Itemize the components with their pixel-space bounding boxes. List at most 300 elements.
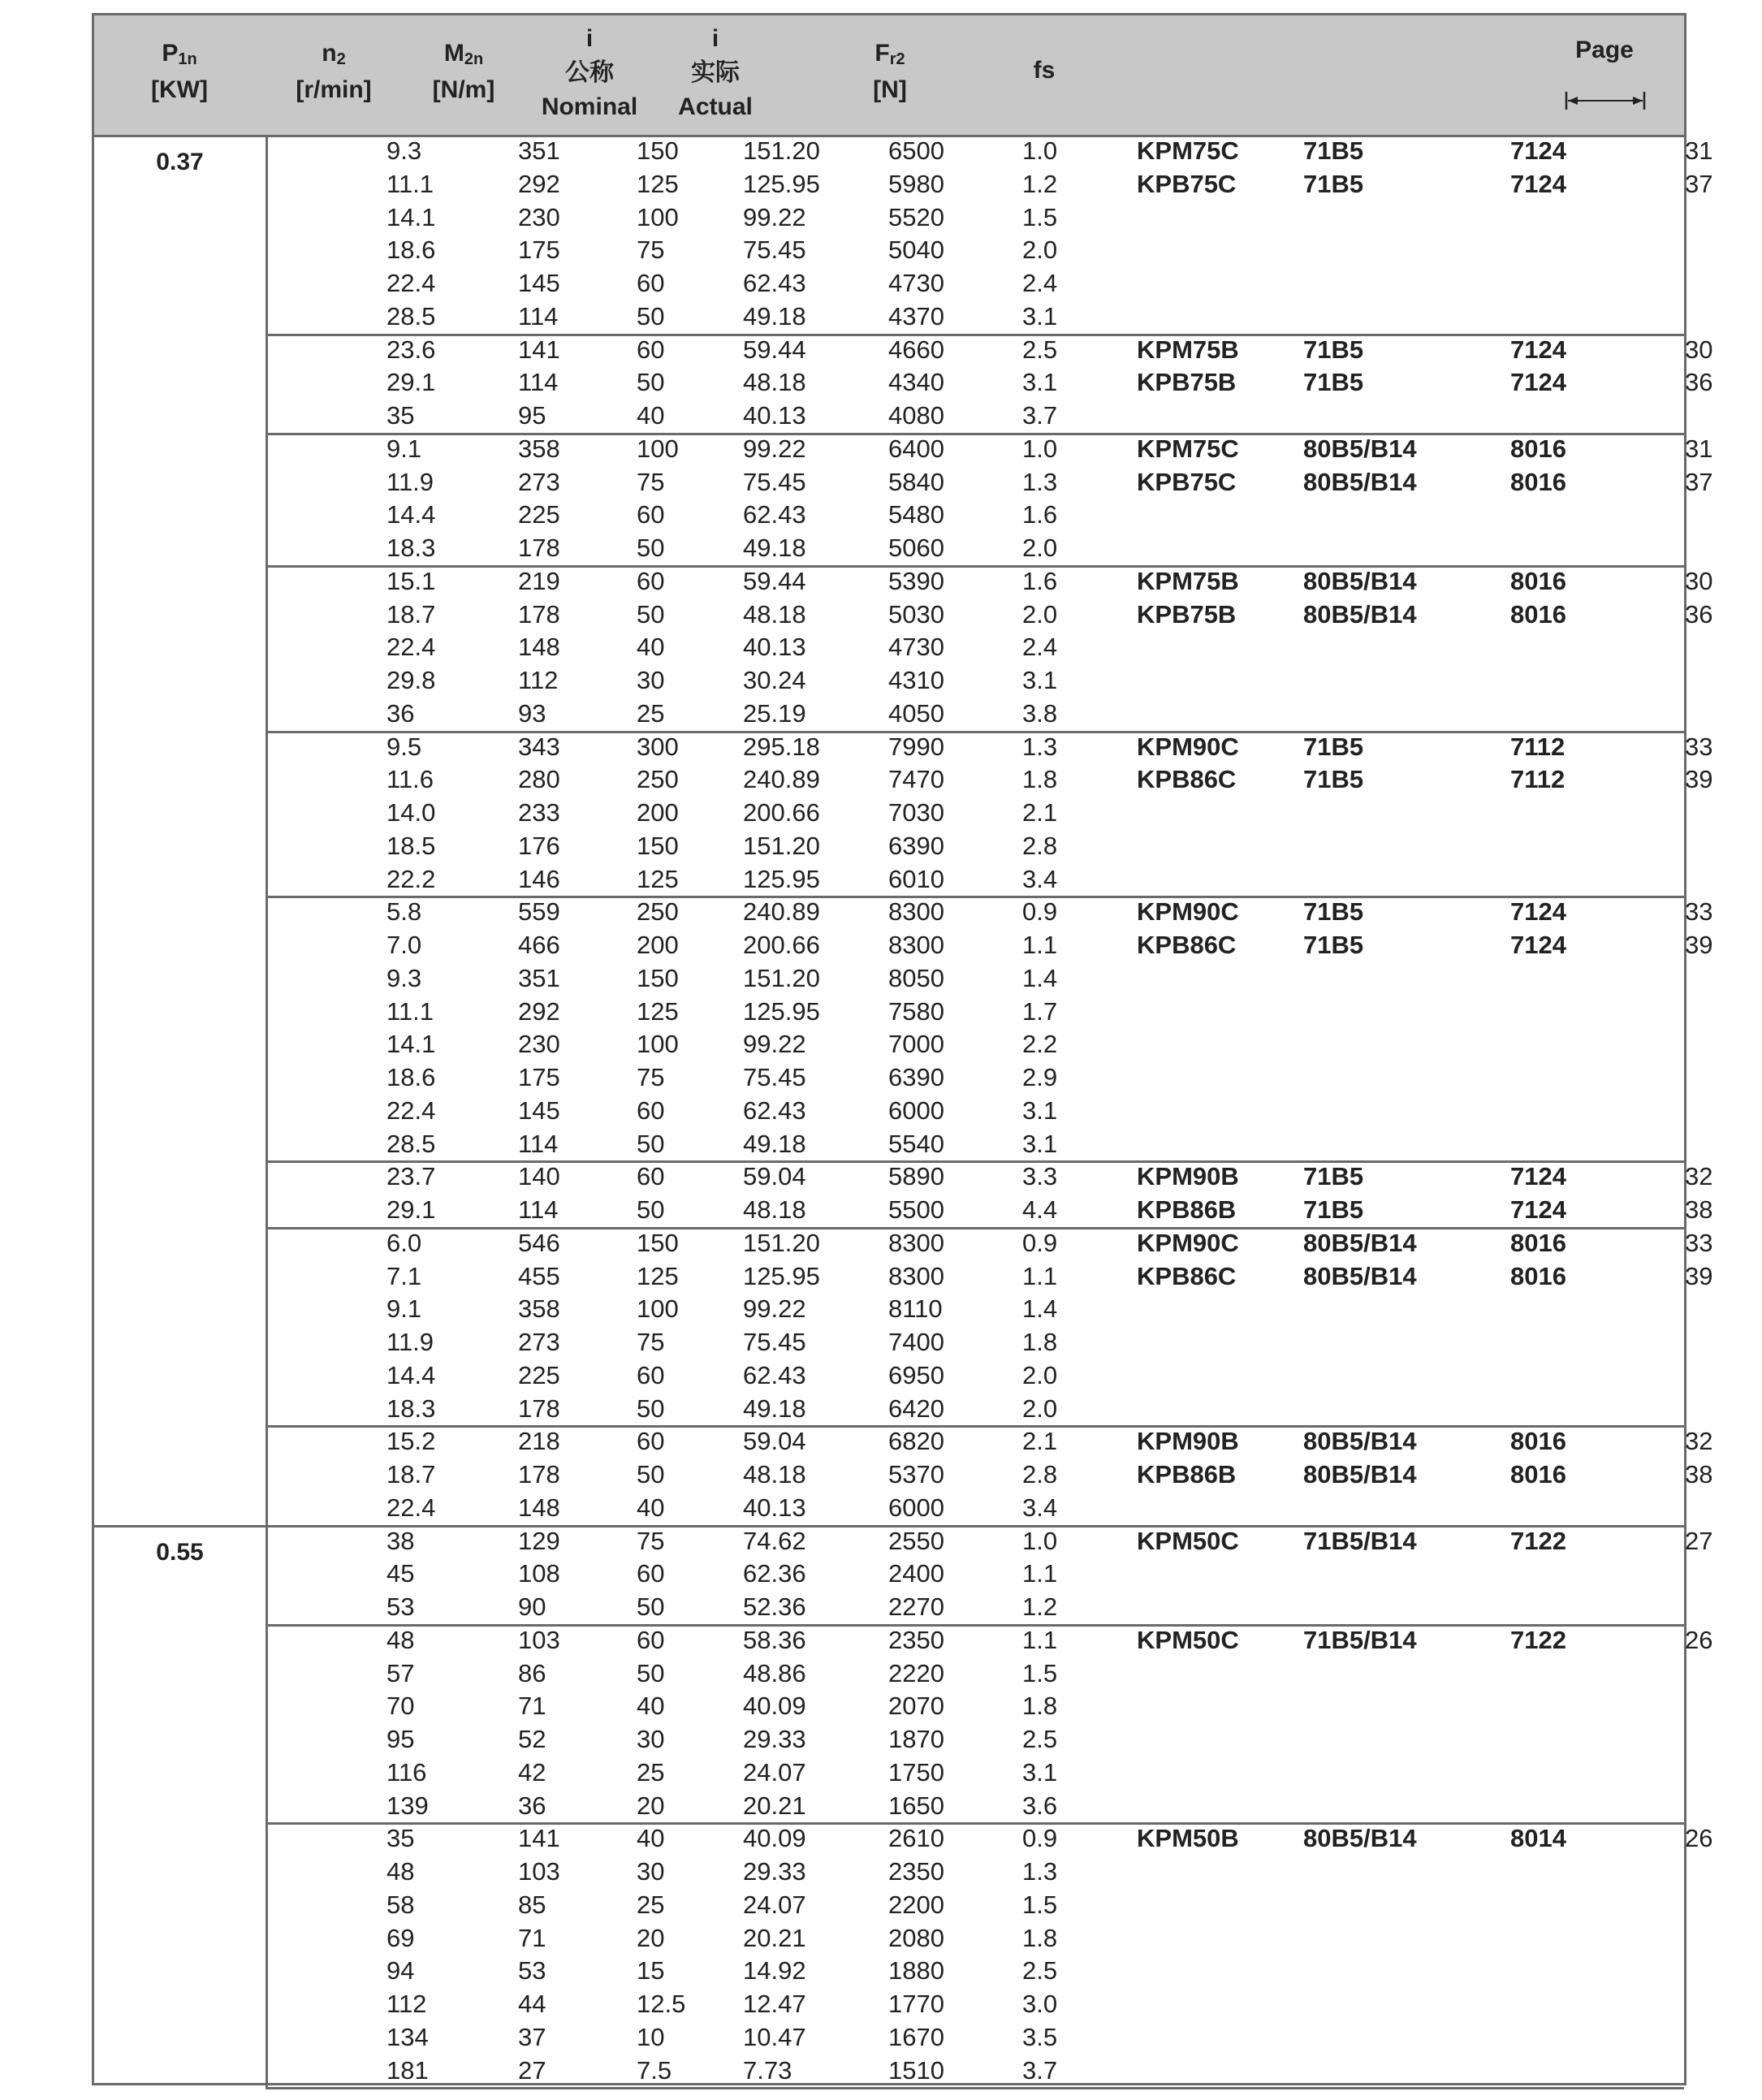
radial-load-cell: 4080 (888, 401, 944, 430)
torque-cell: 114 (518, 368, 559, 397)
code-cell: 8016 (1510, 566, 1566, 595)
page-cell: 39 (1685, 931, 1713, 959)
ratio-actual-cell: 40.09 (743, 1692, 806, 1721)
table-row (268, 1293, 1684, 1326)
service-factor-cell: 2.0 (1022, 235, 1058, 265)
service-factor-cell: 2.5 (1022, 1956, 1058, 1985)
ratio-nominal-cell: 25 (637, 1757, 665, 1787)
torque-cell: 219 (518, 566, 560, 595)
ratio-nominal-cell: 150 (637, 831, 679, 860)
motor-flange-cell: 71B5 (1303, 765, 1364, 794)
table-row (268, 631, 1684, 664)
service-factor-cell: 2.0 (1022, 1360, 1058, 1389)
radial-load-cell: 5540 (888, 1129, 944, 1158)
table-row (268, 1393, 1684, 1426)
radial-load-cell: 4730 (888, 269, 944, 297)
gearbox-model-cell: KPB86C (1137, 1261, 1237, 1290)
n2-cell: 15.1 (387, 566, 436, 595)
code-cell: 8016 (1510, 1460, 1566, 1489)
ratio-nominal-cell: 15 (637, 1956, 665, 1985)
code-cell: 7124 (1510, 931, 1566, 959)
torque-cell: 175 (518, 235, 560, 265)
service-factor-cell: 3.1 (1022, 301, 1058, 331)
page-cell: 31 (1685, 434, 1713, 463)
table-row (268, 1955, 1684, 1988)
code-cell: 8016 (1510, 1228, 1566, 1257)
n2-cell: 15.2 (387, 1427, 436, 1456)
radial-load-cell: 6390 (888, 831, 944, 860)
ratio-actual-cell: 62.36 (743, 1559, 806, 1588)
radial-load-cell: 2550 (888, 1526, 944, 1555)
radial-load-cell: 7030 (888, 798, 944, 827)
selection-group (94, 1427, 1713, 1527)
n2-cell: 28.5 (387, 301, 436, 331)
radial-load-cell: 2200 (888, 1890, 944, 1919)
radial-load-cell: 2270 (888, 1592, 944, 1621)
table-row (268, 1922, 1684, 1955)
service-factor-cell: 2.5 (1022, 1725, 1058, 1753)
ratio-actual-cell: 200.66 (743, 798, 820, 827)
ratio-nominal-cell: 50 (637, 1460, 665, 1489)
ratio-nominal-cell: 60 (637, 500, 665, 529)
selection-group (268, 1625, 1713, 1826)
n2-cell: 95 (387, 1725, 415, 1753)
ratio-nominal-cell: 60 (637, 1162, 665, 1191)
service-factor-cell: 3.5 (1022, 2022, 1058, 2051)
gearbox-model-cell: KPM50C (1137, 1625, 1239, 1654)
torque-cell: 358 (518, 1294, 560, 1324)
ratio-actual-cell: 40.13 (743, 401, 806, 430)
service-factor-cell: 1.0 (1022, 434, 1058, 463)
page-cell: 33 (1685, 732, 1713, 761)
table-row (268, 2055, 1684, 2088)
radial-load-cell: 1510 (888, 2055, 944, 2085)
n2-cell: 9.5 (387, 732, 422, 761)
table-row (268, 1790, 1684, 1823)
n2-cell: 35 (387, 401, 415, 430)
radial-load-cell: 1650 (888, 1791, 944, 1820)
service-factor-cell: 1.3 (1022, 1857, 1058, 1886)
ratio-actual-cell: 24.07 (743, 1757, 806, 1787)
table-row (268, 1756, 1684, 1790)
torque-cell: 343 (518, 732, 560, 761)
service-factor-cell: 3.3 (1022, 1162, 1058, 1191)
ratio-actual-cell: 151.20 (743, 136, 820, 165)
ratio-nominal-cell: 40 (637, 1692, 665, 1721)
service-factor-cell: 3.0 (1022, 1990, 1058, 2018)
n2-cell: 14.1 (387, 1030, 436, 1059)
torque-cell: 351 (518, 963, 560, 992)
torque-cell: 148 (518, 633, 560, 662)
gearmotor-selection-table (92, 13, 1713, 2085)
header-m2n: $M_{2n}$ [N/m] (432, 40, 495, 103)
column-divider (266, 1527, 268, 2090)
header-fs: fs (1033, 57, 1056, 84)
ratio-nominal-cell: 60 (637, 1625, 665, 1654)
page-cell: 38 (1685, 1195, 1713, 1224)
radial-load-cell: 6500 (888, 136, 944, 165)
selection-group (268, 1162, 1713, 1229)
gearbox-model-cell: KPM50C (1137, 1526, 1239, 1555)
n2-cell: 18.6 (387, 1063, 436, 1091)
radial-load-cell: 7990 (888, 732, 944, 761)
table-row (268, 830, 1684, 863)
ratio-nominal-cell: 60 (637, 566, 665, 595)
power-kw-label: 0.55 (156, 1538, 204, 1566)
service-factor-cell: 2.9 (1022, 1063, 1058, 1091)
gearbox-model-cell: KPM90B (1137, 1427, 1239, 1456)
ratio-actual-cell: 200.66 (743, 931, 820, 959)
ratio-actual-cell: 40.13 (743, 1493, 806, 1522)
ratio-nominal-cell: 20 (637, 1923, 665, 1952)
table-row (268, 598, 1713, 632)
torque-cell: 36 (518, 1791, 546, 1820)
radial-load-cell: 8300 (888, 1261, 944, 1290)
selection-group (268, 1228, 1713, 1428)
radial-load-cell: 7470 (888, 765, 944, 794)
ratio-actual-cell: 48.86 (743, 1658, 806, 1687)
ratio-nominal-cell: 25 (637, 1890, 665, 1919)
code-cell: 7124 (1510, 136, 1566, 165)
radial-load-cell: 1880 (888, 1956, 944, 1985)
n2-cell: 23.6 (387, 335, 436, 364)
n2-cell: 9.1 (387, 434, 422, 463)
torque-cell: 273 (518, 467, 560, 496)
table-row (268, 1723, 1684, 1756)
ratio-actual-cell: 59.44 (743, 566, 806, 595)
page-cell: 38 (1685, 1460, 1713, 1489)
code-cell: 8014 (1510, 1824, 1566, 1853)
ratio-actual-cell: 14.92 (743, 1956, 806, 1985)
torque-cell: 273 (518, 1328, 560, 1356)
ratio-actual-cell: 99.22 (743, 1294, 806, 1324)
ratio-actual-cell: 30.24 (743, 666, 806, 694)
gearbox-model-cell: KPM90C (1137, 732, 1239, 761)
table-row (268, 532, 1684, 565)
radial-load-cell: 5370 (888, 1460, 944, 1489)
table-row (268, 1326, 1684, 1359)
gearbox-model-cell: KPM75B (1137, 566, 1239, 595)
motor-flange-cell: 80B5/B14 (1303, 1824, 1417, 1853)
code-cell: 7124 (1510, 897, 1566, 927)
torque-cell: 145 (518, 1095, 560, 1125)
page-cell: 26 (1685, 1625, 1713, 1654)
gearbox-model-cell: KPM75C (1137, 136, 1239, 165)
page-cell: 39 (1685, 765, 1713, 794)
ratio-actual-cell: 58.36 (743, 1625, 806, 1654)
service-factor-cell: 1.0 (1022, 136, 1058, 165)
radial-load-cell: 4370 (888, 301, 944, 331)
torque-cell: 71 (518, 1692, 546, 1721)
table-row (268, 135, 1713, 168)
code-cell: 8016 (1510, 1427, 1566, 1456)
torque-cell: 103 (518, 1625, 560, 1654)
service-factor-cell: 2.5 (1022, 335, 1058, 364)
table-row (268, 664, 1684, 698)
torque-cell: 42 (518, 1757, 546, 1787)
ratio-nominal-cell: 7.5 (637, 2055, 672, 2085)
torque-cell: 85 (518, 1890, 546, 1919)
n2-cell: 134 (387, 2022, 429, 2051)
torque-cell: 114 (518, 1195, 559, 1224)
table-row (268, 1160, 1713, 1194)
service-factor-cell: 1.2 (1022, 1592, 1058, 1621)
ratio-nominal-cell: 30 (637, 1725, 665, 1753)
service-factor-cell: 1.7 (1022, 996, 1058, 1026)
n2-cell: 5.8 (387, 897, 422, 927)
torque-cell: 114 (518, 1129, 559, 1158)
torque-cell: 146 (518, 864, 560, 893)
code-cell: 7112 (1510, 732, 1566, 761)
ratio-nominal-cell: 75 (637, 1328, 665, 1356)
ratio-actual-cell: 48.18 (743, 599, 806, 629)
radial-load-cell: 5840 (888, 467, 944, 496)
motor-flange-cell: 80B5/B14 (1303, 1228, 1417, 1257)
radial-load-cell: 2400 (888, 1559, 944, 1588)
radial-load-cell: 5980 (888, 169, 944, 198)
service-factor-cell: 1.1 (1022, 1261, 1058, 1290)
selection-group (268, 335, 1713, 435)
torque-cell: 44 (518, 1990, 546, 2018)
service-factor-cell: 4.4 (1022, 1195, 1058, 1224)
table-row (268, 1359, 1684, 1393)
ratio-actual-cell: 295.18 (743, 732, 820, 761)
n2-cell: 6.0 (387, 1228, 422, 1257)
service-factor-cell: 2.0 (1022, 599, 1058, 629)
n2-cell: 7.1 (387, 1261, 422, 1290)
gearbox-model-cell: KPM90C (1137, 897, 1239, 927)
power-kw-label: 0.37 (156, 149, 204, 175)
ratio-nominal-cell: 75 (637, 1526, 665, 1555)
table-row (268, 1657, 1684, 1691)
header-i-actual: i 实际 Actual (678, 25, 753, 120)
ratio-nominal-cell: 150 (637, 1228, 679, 1257)
radial-load-cell: 4660 (888, 335, 944, 364)
torque-cell: 292 (518, 996, 560, 1026)
ratio-nominal-cell: 60 (637, 1360, 665, 1389)
n2-cell: 14.1 (387, 202, 436, 231)
n2-cell: 9.3 (387, 963, 422, 992)
motor-flange-cell: 80B5/B14 (1303, 566, 1417, 595)
n2-cell: 14.4 (387, 500, 436, 529)
ratio-actual-cell: 7.73 (743, 2055, 792, 2085)
selection-group (268, 1824, 1713, 2089)
ratio-nominal-cell: 60 (637, 1427, 665, 1456)
ratio-actual-cell: 62.43 (743, 1095, 806, 1125)
torque-cell: 175 (518, 1063, 560, 1091)
table-row (268, 300, 1684, 334)
code-cell: 8016 (1510, 434, 1566, 463)
torque-cell: 148 (518, 1493, 560, 1522)
n2-cell: 18.6 (387, 235, 436, 265)
radial-load-cell: 6400 (888, 434, 944, 463)
service-factor-cell: 3.7 (1022, 2055, 1058, 2085)
code-cell: 8016 (1510, 599, 1566, 629)
service-factor-cell: 3.8 (1022, 698, 1058, 728)
torque-cell: 292 (518, 169, 560, 198)
torque-cell: 178 (518, 599, 560, 629)
n2-cell: 116 (387, 1757, 427, 1787)
page-cell: 37 (1685, 467, 1713, 496)
n2-cell: 9.3 (387, 136, 422, 165)
torque-cell: 52 (518, 1725, 546, 1753)
page-cell: 37 (1685, 169, 1713, 198)
table-row (268, 996, 1684, 1029)
radial-load-cell: 5500 (888, 1195, 944, 1224)
ratio-actual-cell: 151.20 (743, 1228, 820, 1257)
torque-cell: 178 (518, 534, 560, 562)
service-factor-cell: 1.4 (1022, 1294, 1058, 1324)
gearbox-model-cell: KPM75C (1137, 434, 1239, 463)
radial-load-cell: 2220 (888, 1658, 944, 1687)
table-row (268, 698, 1684, 731)
table-row (268, 267, 1684, 300)
motor-flange-cell: 80B5/B14 (1303, 1261, 1417, 1290)
torque-cell: 90 (518, 1592, 546, 1621)
gearbox-model-cell: KPB75C (1137, 467, 1237, 496)
selection-group (268, 434, 1713, 568)
radial-load-cell: 6000 (888, 1493, 944, 1522)
radial-load-cell: 1670 (888, 2022, 944, 2051)
motor-flange-cell: 71B5 (1303, 1162, 1364, 1191)
table-row (268, 1525, 1713, 1558)
header-p1n: $P_{1n}$ [KW] (151, 40, 208, 103)
ratio-actual-cell: 25.19 (743, 698, 806, 728)
ratio-actual-cell: 20.21 (743, 1923, 806, 1952)
torque-cell: 95 (518, 401, 546, 430)
n2-cell: 53 (387, 1592, 415, 1621)
motor-flange-cell: 71B5/B14 (1303, 1526, 1417, 1555)
torque-cell: 358 (518, 434, 560, 463)
torque-cell: 93 (518, 698, 546, 728)
torque-cell: 141 (518, 335, 560, 364)
table-row (268, 731, 1713, 764)
ratio-nominal-cell: 50 (637, 1129, 665, 1158)
motor-flange-cell: 71B5 (1303, 169, 1364, 198)
radial-load-cell: 5520 (888, 202, 944, 231)
n2-cell: 11.9 (387, 1328, 434, 1356)
header-i-nominal: i 公称 Nominal (541, 25, 638, 120)
torque-cell: 559 (518, 897, 560, 927)
table-row (268, 962, 1684, 996)
ratio-nominal-cell: 125 (637, 1261, 679, 1290)
n2-cell: 18.3 (387, 1394, 436, 1423)
radial-load-cell: 8110 (888, 1294, 943, 1324)
ratio-nominal-cell: 125 (637, 864, 679, 893)
torque-cell: 351 (518, 136, 560, 165)
table-row (268, 1095, 1684, 1128)
radial-load-cell: 8050 (888, 963, 944, 992)
ratio-nominal-cell: 60 (637, 335, 665, 364)
page-cell: 33 (1685, 897, 1713, 927)
service-factor-cell: 2.0 (1022, 1394, 1058, 1423)
radial-load-cell: 8300 (888, 931, 944, 959)
service-factor-cell: 3.1 (1022, 1129, 1058, 1158)
table-row (268, 1558, 1684, 1591)
torque-cell: 466 (518, 931, 560, 959)
ratio-actual-cell: 240.89 (743, 897, 820, 927)
ratio-actual-cell: 59.04 (743, 1427, 806, 1456)
ratio-nominal-cell: 50 (637, 368, 665, 397)
radial-load-cell: 5060 (888, 534, 944, 562)
n2-cell: 69 (387, 1923, 415, 1952)
ratio-actual-cell: 75.45 (743, 235, 806, 265)
ratio-nominal-cell: 60 (637, 1559, 665, 1588)
table-row (268, 1194, 1713, 1227)
torque-cell: 27 (518, 2055, 546, 2085)
table-row (268, 1458, 1713, 1492)
service-factor-cell: 1.1 (1022, 931, 1058, 959)
service-factor-cell: 1.4 (1022, 963, 1058, 992)
ratio-actual-cell: 49.18 (743, 1394, 806, 1423)
torque-cell: 129 (518, 1526, 560, 1555)
page-cell: 36 (1685, 368, 1713, 397)
ratio-nominal-cell: 50 (637, 301, 665, 331)
code-cell: 8016 (1510, 1261, 1566, 1290)
radial-load-cell: 5040 (888, 235, 944, 265)
service-factor-cell: 1.1 (1022, 1559, 1058, 1588)
page-cell: 30 (1685, 566, 1713, 595)
motor-flange-cell: 80B5/B14 (1303, 1427, 1417, 1456)
motor-flange-cell: 71B5 (1303, 368, 1364, 397)
gearbox-model-cell: KPB86B (1137, 1460, 1237, 1489)
ratio-actual-cell: 49.18 (743, 1129, 806, 1158)
ratio-nominal-cell: 40 (637, 1493, 665, 1522)
radial-load-cell: 6950 (888, 1360, 944, 1389)
selection-group (268, 1526, 1713, 1627)
ratio-actual-cell: 125.95 (743, 996, 820, 1026)
n2-cell: 35 (387, 1824, 415, 1853)
ratio-actual-cell: 59.04 (743, 1162, 806, 1191)
table-row (268, 797, 1684, 830)
code-cell: 7122 (1510, 1526, 1566, 1555)
ratio-nominal-cell: 60 (637, 269, 665, 297)
table-row (268, 929, 1713, 962)
service-factor-cell: 3.4 (1022, 1493, 1058, 1522)
radial-load-cell: 5030 (888, 599, 944, 629)
torque-cell: 225 (518, 1360, 560, 1389)
table-row (268, 1822, 1713, 1856)
n2-cell: 58 (387, 1890, 415, 1919)
motor-flange-cell: 80B5/B14 (1303, 599, 1417, 629)
service-factor-cell: 1.0 (1022, 1526, 1058, 1555)
radial-load-cell: 2070 (888, 1692, 944, 1721)
ratio-nominal-cell: 75 (637, 235, 665, 265)
service-factor-cell: 1.1 (1022, 1625, 1058, 1654)
ratio-actual-cell: 29.33 (743, 1857, 806, 1886)
ratio-actual-cell: 99.22 (743, 434, 806, 463)
table-row (268, 366, 1713, 400)
n2-cell: 36 (387, 698, 415, 728)
header-n2: $n_2$ [r/min] (296, 40, 372, 103)
service-factor-cell: 2.4 (1022, 269, 1058, 297)
torque-cell: 230 (518, 202, 560, 231)
torque-cell: 178 (518, 1394, 560, 1423)
service-factor-cell: 2.8 (1022, 831, 1058, 860)
radial-load-cell: 7000 (888, 1030, 944, 1059)
table-row (268, 1856, 1684, 1889)
ratio-nominal-cell: 250 (637, 897, 679, 927)
service-factor-cell: 1.5 (1022, 1890, 1058, 1919)
service-factor-cell: 2.1 (1022, 1427, 1058, 1456)
ratio-nominal-cell: 30 (637, 1857, 665, 1886)
table-row (268, 466, 1713, 499)
gearbox-model-cell: KPB86C (1137, 765, 1237, 794)
ratio-actual-cell: 151.20 (743, 963, 820, 992)
torque-cell: 86 (518, 1658, 546, 1687)
torque-cell: 140 (518, 1162, 560, 1191)
column-divider (266, 137, 268, 1527)
